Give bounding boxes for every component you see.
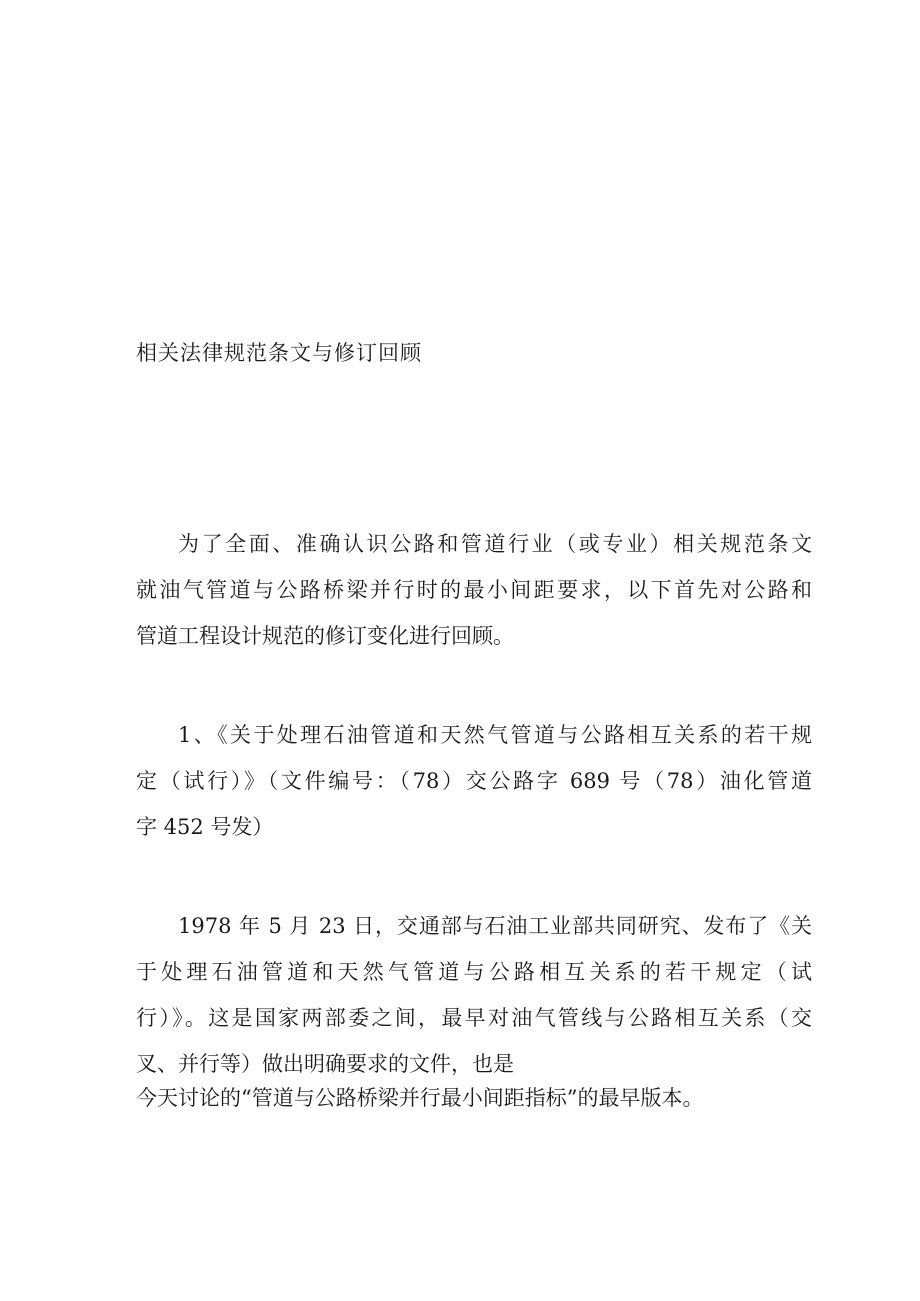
- paragraph-line: 今天讨论的“管道与公路桥梁并行最小间距指标”的最早版本。: [136, 1086, 704, 1110]
- paragraph-line: 定（试行）》（文件编号：（78）交公路字 689 号（78）油化管道: [136, 769, 812, 793]
- paragraph-line: 1、《关于处理石油管道和天然气管道与公路相互关系的若干规: [178, 723, 812, 747]
- paragraph-line: 为了全面、准确认识公路和管道行业（或专业）相关规范条文: [178, 532, 812, 556]
- paragraph-line: 1978 年 5 月 23 日，交通部与石油工业部共同研究、发布了《关: [178, 914, 812, 938]
- paragraph-line: 就油气管道与公路桥梁并行时的最小间距要求，以下首先对公路和: [136, 578, 812, 602]
- paragraph-line: 于处理石油管道和天然气管道与公路相互关系的若干规定（试: [136, 960, 812, 984]
- paragraph-line: 管道工程设计规范的修订变化进行回顾。: [136, 624, 514, 648]
- document-title: 相关法律规范条文与修订回顾: [136, 341, 422, 365]
- paragraph-line: 字 452 号发）: [136, 815, 274, 839]
- paragraph-line: 叉、并行等）做出明确要求的文件，也是: [136, 1052, 514, 1076]
- paragraph-line: 行）》。这是国家两部委之间，最早对油气管线与公路相互关系（交: [136, 1006, 812, 1030]
